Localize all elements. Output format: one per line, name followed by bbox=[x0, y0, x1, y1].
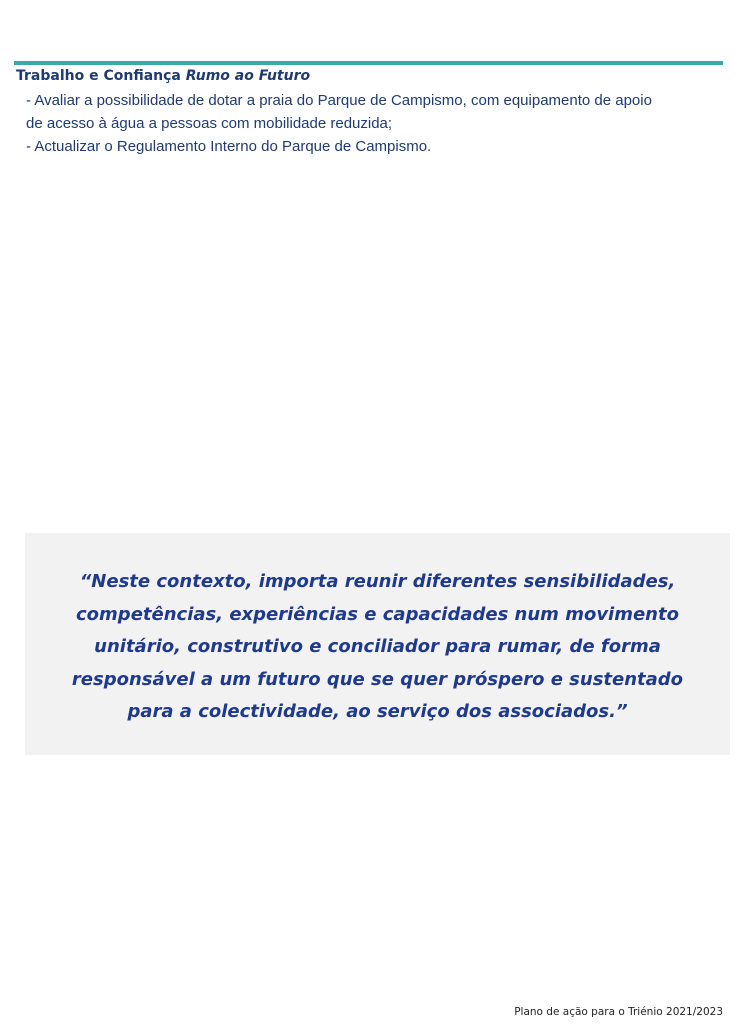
header-title-italic: Rumo ao Futuro bbox=[185, 68, 311, 84]
quote-line: “Neste contexto, importa reunir diferentes sensibilidades, bbox=[79, 571, 676, 592]
list-item bbox=[26, 89, 732, 135]
quote-line: para a colectividade, ao serviço dos associados.” bbox=[127, 701, 628, 722]
page-header-title bbox=[16, 68, 310, 84]
quote-line: unitário, construtivo e conciliador para rumar, de forma bbox=[94, 636, 661, 657]
header-title-plain: Trabalho e Confiança bbox=[16, 68, 181, 84]
header-rule bbox=[14, 61, 723, 65]
quote-line: competências, experiências e capacidades num movimento bbox=[76, 603, 679, 625]
list-item bbox=[26, 135, 732, 158]
list-item-line: - Avaliar a possibilidade de dotar a praia do Parque de Campismo, com equipamento de apoio bbox=[26, 92, 652, 109]
list-item-line: de acesso à água a pessoas com mobilidade reduzida; bbox=[26, 115, 393, 132]
page-footer: Plano de ação para o Triénio 2021/2023 bbox=[514, 1006, 723, 1018]
list-item-line: - Actualizar o Regulamento Interno do Parque de Campismo. bbox=[26, 138, 432, 155]
quote-line: responsável a um futuro que se quer próspero e sustentado bbox=[71, 668, 684, 690]
quote-text bbox=[25, 566, 730, 729]
body-text bbox=[26, 89, 732, 158]
